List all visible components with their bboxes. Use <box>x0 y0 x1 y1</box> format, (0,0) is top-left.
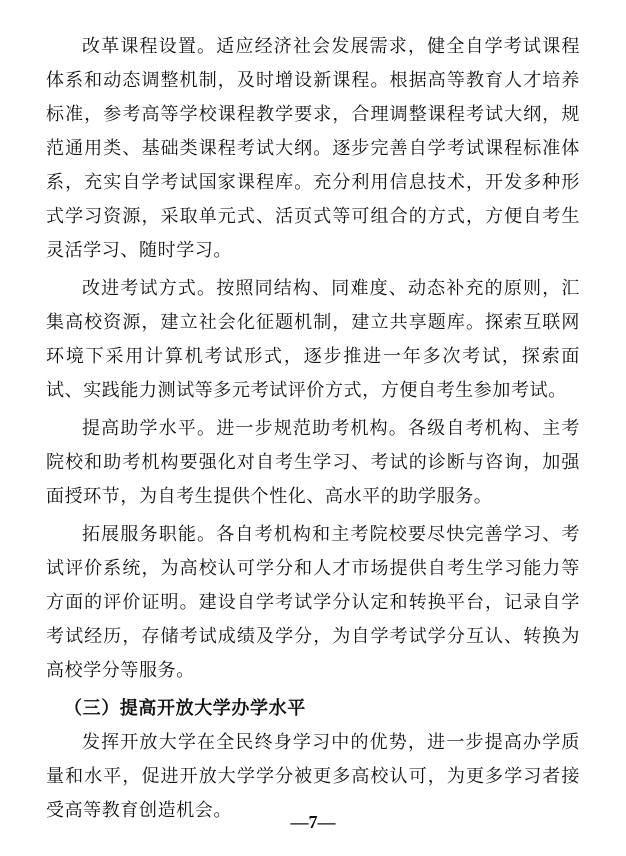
paragraph-study-assistance: 提高助学水平。进一步规范助考机构。各级自考机构、主考院校和助考机构要强化对自考生学习、考试的诊断与咨询，加强面授环节，为自考生提供个性化、高水平的助学服务。 <box>46 418 580 507</box>
paragraph-open-university: 发挥开放大学在全民终身学习中的优势，进一步提高办学质量和水平，促进开放大学学分被更多高校认可，为更多学习者接受高等教育创造机会。 <box>46 732 580 821</box>
paragraph-exam-method: 改进考试方式。按照同结构、同难度、动态补充的原则，汇集高校资源，建立社会化征题机制，建立共享题库。探索互联网环境下采用计算机考试形式，逐步推进一年多次考试，探索面试、实践能力测试等多元考试评价方式，方便自考生参加考试。 <box>46 278 580 401</box>
document-body <box>46 30 580 832</box>
paragraph-curriculum-reform: 改革课程设置。适应经济社会发展需求，健全自学考试课程体系和动态调整机制，及时增设新课程。根据高等教育人才培养标准，参考高等学校课程教学要求，合理调整课程考试大纲，规范通用类、基础类课程考试大纲。逐步完善自学考试课程标准体系，充实自学考试国家课程库。充分利用信息技术，开发多种形式学习资源，采取单元式、活页式等可组合的方式，方便自考生灵活学习、随时学习。 <box>46 36 580 261</box>
section-heading: （三）提高开放大学办学水平 <box>64 698 306 719</box>
paragraph-service-expansion: 拓展服务职能。各自考机构和主考院校要尽快完善学习、考试评价系统，为高校认可学分和人才市场提供自考生学习能力等方面的评价证明。建设自学考试学分认定和转换平台，记录自学考试经历，存储考试成绩及学分，为自学考试学分互认、转换为高校学分等服务。 <box>46 524 580 681</box>
page-number: —7— <box>290 812 336 832</box>
